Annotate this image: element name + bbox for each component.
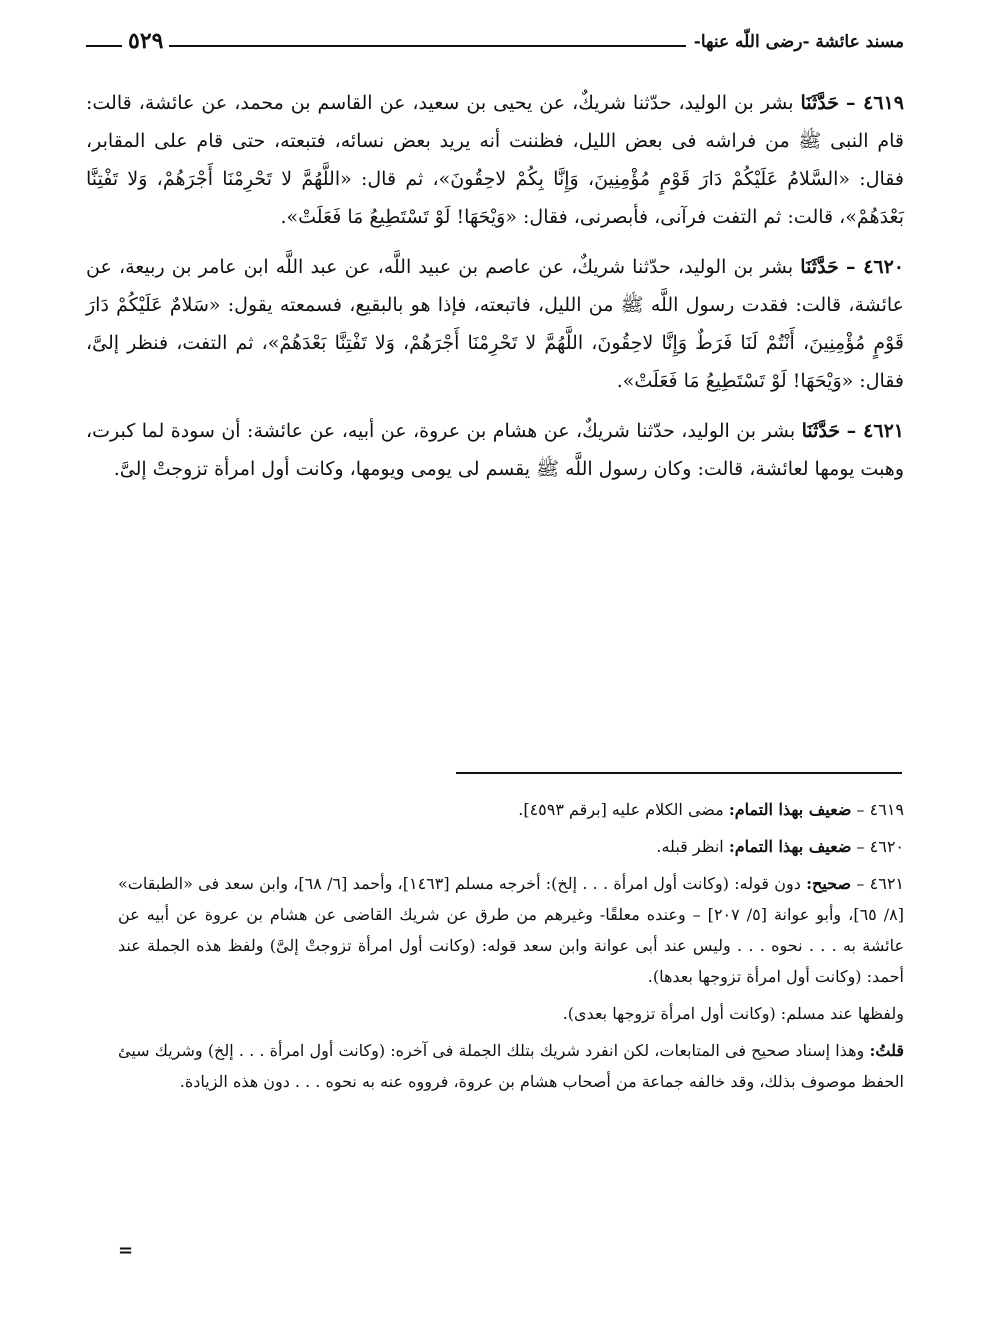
hadith-chain-word: حَدَّثَنَا	[800, 92, 840, 114]
muslim-wording-note: ولفظها عند مسلم: (وكانت أول امرأة تزوجها بعدى).	[562, 1004, 904, 1023]
hadith-4621	[86, 412, 904, 488]
hadith-text: بشر بن الوليد، حدّثنا شريكٌ، عن عاصم بن عبيد اللَّه، عن عبد اللَّه ابن عامر بن ربيعة، عن عائشة، قالت: فقدت رسول اللَّه ﷺ من الليل، فاتبعته، فإذا هو بالبقيع، فسمعته يقول: «سَلامٌ عَلَيْكُمْ دَارَ قَوْمٍ مُؤْمِنِينَ، أَنْتُمْ لَنَا فَرَطٌ وَإِنَّا لاحِقُونَ، اللَّهُمَّ لا تَحْرِمْنَا أَجْرَهُمْ، وَلا تَفْتِنَّا بَعْدَهُمْ»، ثم التفت، فنظر إلىَّ، فقال: «وَيْحَهَا! لَوْ تَسْتَطِيعُ مَا فَعَلَتْ».	[86, 256, 904, 392]
footnote-text: انظر قبله.	[656, 837, 724, 856]
footnote-4620	[118, 831, 904, 862]
hadith-section	[86, 84, 904, 500]
hadith-number: ٤٦١٩ –	[846, 92, 904, 114]
footnote-4619	[118, 794, 904, 825]
hadith-number: ٤٦٢١ –	[846, 420, 904, 442]
hadith-4620	[86, 248, 904, 400]
continuation-mark: =	[118, 1240, 134, 1261]
footnote-text: مضى الكلام عليه [برقم ٤٥٩٣].	[518, 800, 724, 819]
footnote-text: دون قوله: (وكانت أول امرأة . . . إلخ): أخرجه مسلم [١٤٦٣]، وأحمد [٦/ ٦٨]، وابن سعد فى «الطبقات» [٨/ ٦٥]، وأبو عوانة [٥/ ٢٠٧] – وعنده معلقًا- وغيرهم من طرق عن شريك القاضى عن هشام بن عروة عن أبيه عن عائشة به . . . نحوه . . . وليس عند أبى عوانة وابن سعد قوله: (وكانت أول امرأة تزوجتْ إلىَّ) ولفظ هذه الجملة عند أحمد: (وكانت أول امرأة تزوجها بعدها).	[118, 874, 904, 986]
closing-note	[118, 1035, 904, 1097]
footnotes-section	[118, 794, 904, 1103]
hadith-chain-word: حَدَّثَنَا	[800, 256, 839, 278]
footnote-grade: ضعيف بهذا التمام:	[728, 800, 852, 819]
page-number: ٥٢٩	[122, 28, 169, 54]
footnote-divider	[456, 772, 902, 774]
footnote-ref: ٤٦٢٠ –	[856, 837, 904, 856]
footnote-ref: ٤٦١٩ –	[856, 800, 904, 819]
hadith-text: بشر بن الوليد، حدّثنا شريكٌ، عن هشام بن عروة، عن أبيه، عن عائشة: أن سودة لما كبرت، وهبت يومها لعائشة، قالت: وكان رسول اللَّه ﷺ يقسم لى يومى ويومها، وكانت أول امرأة تزوجتْ إلىَّ.	[86, 420, 904, 480]
closing-note-text: وهذا إسناد صحيح فى المتابعات، لكن انفرد شريك بتلك الجملة فى آخره: (وكانت أول امرأة . . . إلخ) وشريك سيئ الحفظ موصوف بذلك، وقد خالفه جماعة من أصحاب هشام بن عروة، فرووه عنه به نحوه . . . دون هذه الزيادة.	[118, 1041, 904, 1091]
footnote-4621	[118, 868, 904, 992]
footnote-grade: ضعيف بهذا التمام:	[728, 837, 852, 856]
hadith-chain-word: حَدَّثَنَا	[801, 420, 841, 442]
hadith-number: ٤٦٢٠ –	[845, 256, 905, 278]
footnote-grade: صحيح:	[806, 874, 852, 893]
footnote-ref: ٤٦٢١ –	[856, 874, 905, 893]
closing-note-label: قلتُ:	[869, 1041, 905, 1060]
running-head	[86, 22, 904, 62]
hadith-4619	[86, 84, 904, 236]
running-head-title: مسند عائشة -رضى اللّه عنها-	[686, 32, 904, 52]
hadith-text: بشر بن الوليد، حدّثنا شريكٌ، عن يحيى بن سعيد، عن القاسم بن محمد، عن عائشة، قالت: قام النبى ﷺ من فراشه فى بعض الليل، فظننت أنه يريد بعض نسائه، فتبعته، حتى قام على المقابر، فقال: «السَّلامُ عَلَيْكُمْ دَارَ قَوْمٍ مُؤْمِنِينَ، وَإِنَّا بِكُمْ لاحِقُونَ»، ثم قال: «اللَّهُمَّ لا تَحْرِمْنَا أَجْرَهُمْ، وَلا تَفْتِنَّا بَعْدَهُمْ»، قالت: ثم التفت فرآنى، فأبصرنى، فقال: «وَيْحَهَا! لَوْ تَسْتَطِيعُ مَا فَعَلَتْ».	[86, 92, 904, 228]
